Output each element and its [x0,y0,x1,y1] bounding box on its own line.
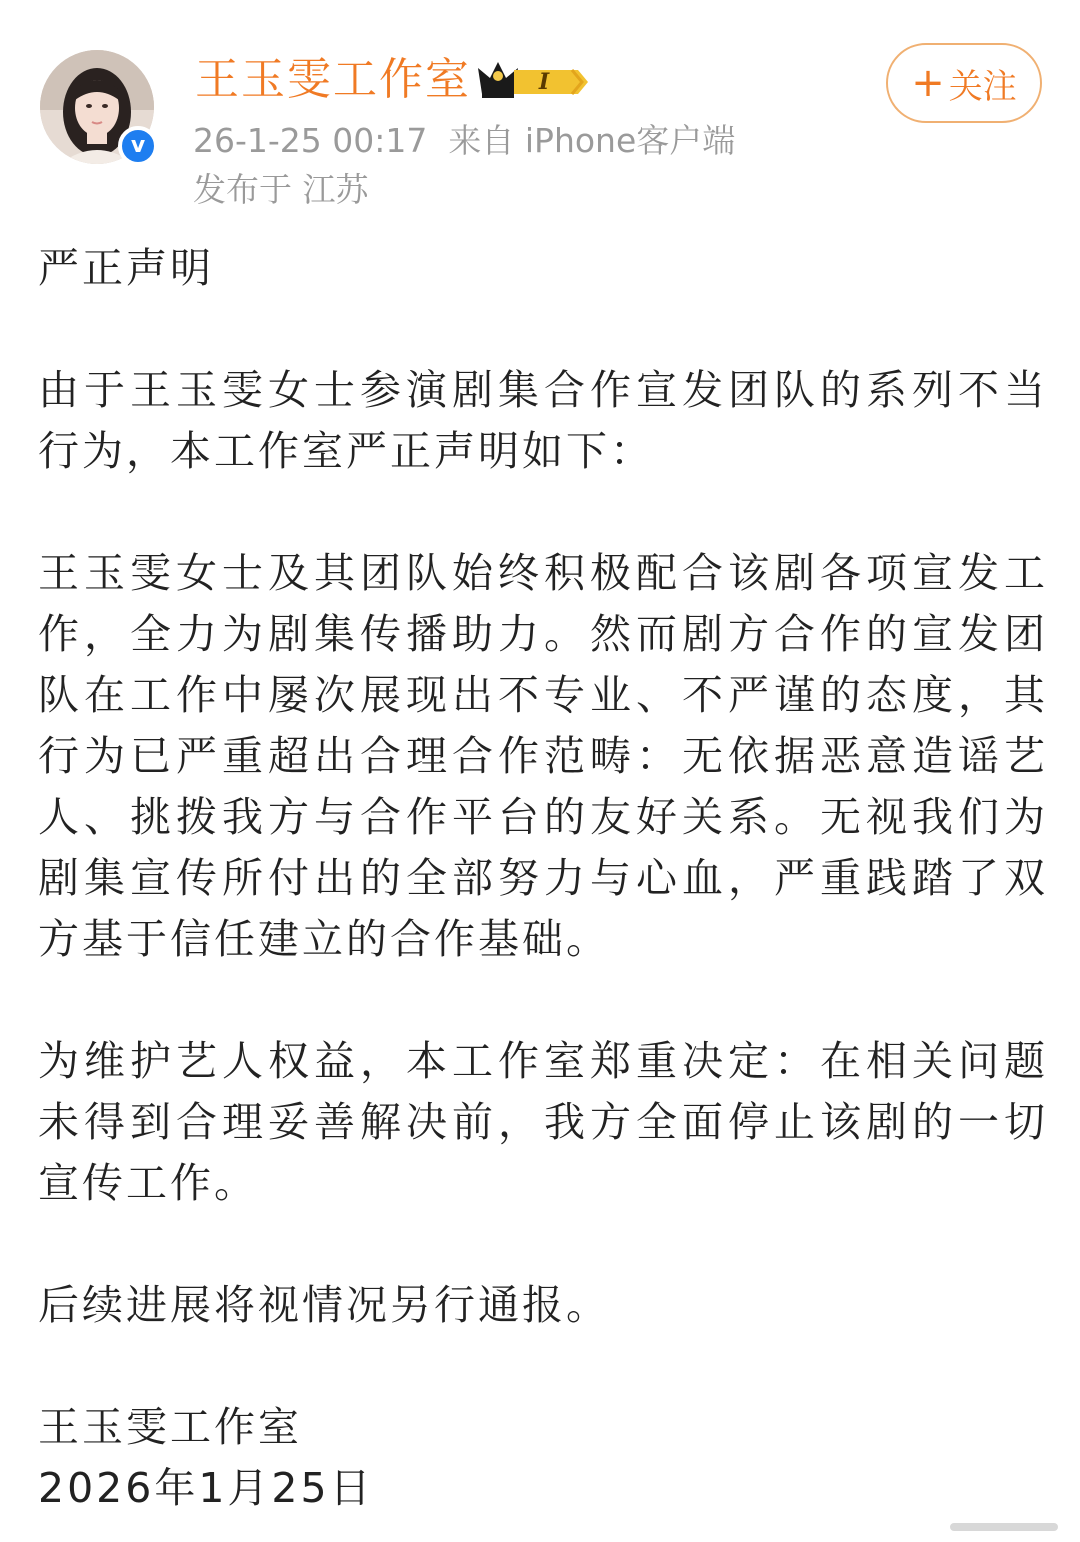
post-paragraph: 为维护艺人权益，本工作室郑重决定：在相关问题未得到合理妥善解决前，我方全面停止该剧的一切宣传工作。 [38,1037,1048,1207]
post-location: 发布于 江苏 [193,170,369,209]
post-paragraph: 后续进展将视情况另行通报。 [38,1281,610,1329]
verified-icon: v [118,126,158,166]
post-meta [193,118,735,164]
plus-icon: + [911,60,945,106]
from-label: 来自 [448,121,515,160]
vip-crown-badge-icon[interactable] [476,58,590,102]
follow-button[interactable] [886,43,1042,123]
signature-name: 王玉雯工作室 [38,1403,302,1451]
post-title: 严正声明 [38,244,214,292]
post-signature [38,1397,1048,1519]
post-paragraph: 王玉雯女士及其团队始终积极配合该剧各项宣发工作，全力为剧集传播助力。然而剧方合作的宣发团队在工作中屡次展现出不专业、不严谨的态度，其行为已严重超出合理合作范畴：无依据恶意造谣艺人、挑拨我方与合作平台的友好关系。无视我们为剧集宣传所付出的全部努力与心血，严重践踏了双方基于信任建立的合作基础。 [38,549,1048,963]
post-body [38,238,1048,1519]
post-timestamp: 26-1-25 00:17 [193,121,428,160]
author-name[interactable]: 王玉雯工作室 [195,54,471,105]
vip-level-text: I [538,69,550,95]
post-paragraph: 由于王玉雯女士参演剧集合作宣发团队的系列不当行为，本工作室严正声明如下： [38,366,1048,475]
signature-date: 2026年1月25日 [38,1464,374,1512]
post-header [0,0,1080,220]
scrollbar-thumb[interactable] [950,1520,1058,1534]
post-source[interactable]: iPhone客户端 [524,121,736,160]
follow-label: 关注 [948,66,1017,107]
